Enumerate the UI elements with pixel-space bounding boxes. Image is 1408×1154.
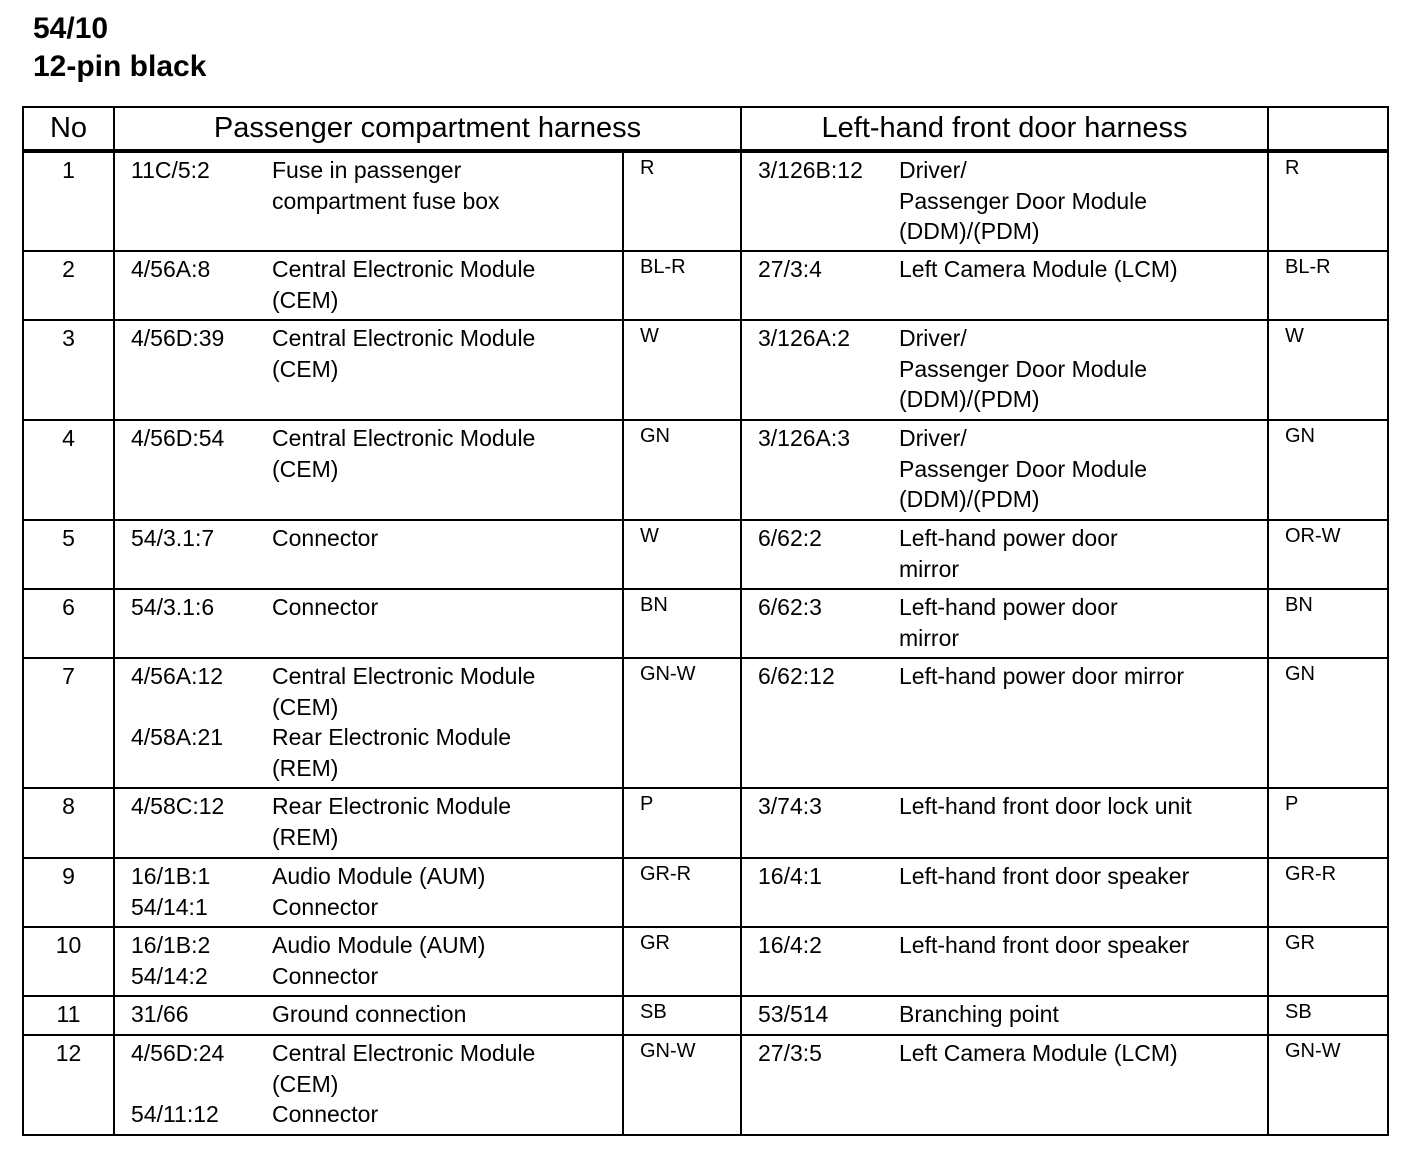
wire-color: GR — [623, 927, 741, 996]
connector-code: 27/3:5 — [758, 1040, 822, 1066]
component-description: Left-hand power door mirror — [899, 525, 1118, 582]
pin-number: 5 — [23, 520, 114, 589]
component-description: Left-hand power door mirror — [899, 594, 1118, 651]
passenger-harness-cell — [114, 788, 623, 858]
connector-code: 4/56D:24 — [131, 1040, 225, 1066]
pinout-table — [22, 106, 1389, 1136]
wire-color: W — [623, 320, 741, 420]
component-description: Connector — [272, 962, 379, 989]
door-harness-cell — [741, 420, 1268, 520]
door-harness-cell — [741, 589, 1268, 658]
connector-code: 4/56A:8 — [131, 256, 211, 282]
wire-color: SB — [623, 996, 741, 1035]
connector-code: 27/3:4 — [758, 256, 822, 282]
connector-code: 16/1B:1 — [131, 863, 211, 889]
wire-color: GR-R — [1268, 858, 1388, 927]
component-description: Audio Module (AUM) — [272, 932, 486, 958]
connector-code: 6/62:2 — [758, 525, 822, 551]
wire-color: GN-W — [623, 1035, 741, 1135]
connector-code: 54/14:2 — [131, 962, 208, 989]
connector-id: 54/10 — [33, 12, 109, 45]
door-harness-cell — [741, 927, 1268, 996]
component-description: Connector — [272, 525, 379, 551]
passenger-harness-cell — [114, 1035, 623, 1135]
component-description: Rear Electronic Module (REM) — [272, 793, 512, 850]
wire-color: BN — [623, 589, 741, 658]
connector-code: 16/4:2 — [758, 932, 822, 958]
component-description: Left-hand front door speaker — [899, 863, 1190, 889]
wire-color: P — [623, 788, 741, 858]
passenger-harness-cell — [114, 858, 623, 927]
connector-code: 16/1B:2 — [131, 932, 211, 958]
door-harness-cell — [741, 520, 1268, 589]
component-description: Driver/ Passenger Door Module (DDM)/(PDM) — [899, 157, 1148, 244]
passenger-harness-cell — [114, 520, 623, 589]
wire-color: BL-R — [1268, 251, 1388, 320]
component-description: Central Electronic Module (CEM) — [272, 1040, 536, 1097]
connector-code: 31/66 — [131, 1001, 189, 1027]
wire-color: P — [1268, 788, 1388, 858]
component-description: Fuse in passenger compartment fuse box — [272, 157, 500, 214]
passenger-harness-cell — [114, 151, 623, 251]
door-harness-cell — [741, 151, 1268, 251]
wire-color: GN-W — [1268, 1035, 1388, 1135]
pin-number: 11 — [23, 996, 114, 1035]
wire-color: OR-W — [1268, 520, 1388, 589]
component-description: Branching point — [899, 1001, 1059, 1027]
passenger-harness-cell — [114, 658, 623, 788]
component-description: Ground connection — [272, 1001, 467, 1027]
wire-color: GR-R — [623, 858, 741, 927]
component-description: Connector — [272, 893, 379, 920]
connector-code: 53/514 — [758, 1001, 829, 1027]
connector-code: 4/56D:39 — [131, 325, 225, 351]
wire-color: GN — [623, 420, 741, 520]
connector-code: 54/14:1 — [131, 893, 208, 920]
component-description: Central Electronic Module (CEM) — [272, 425, 536, 482]
connector-code: 54/3.1:7 — [131, 525, 215, 551]
door-harness-cell — [741, 1035, 1268, 1135]
connector-code: 4/58C:12 — [131, 793, 225, 819]
table-header-row — [23, 107, 1388, 151]
pin-number: 8 — [23, 788, 114, 858]
header-door-harness: Left-hand front door harness — [741, 107, 1268, 151]
connector-code: 3/126A:3 — [758, 425, 851, 451]
wire-color: SB — [1268, 996, 1388, 1035]
connector-code: 4/56D:54 — [131, 425, 225, 451]
connector-code: 3/126A:2 — [758, 325, 851, 351]
component-description: Central Electronic Module (CEM) — [272, 325, 536, 382]
door-harness-cell — [741, 996, 1268, 1035]
wire-color: BN — [1268, 589, 1388, 658]
component-description: Connector — [272, 1101, 379, 1127]
pin-number: 10 — [23, 927, 114, 996]
connector-code: 3/74:3 — [758, 793, 822, 819]
pin-row — [23, 788, 1388, 858]
component-description: Left-hand power door mirror — [899, 663, 1185, 689]
pin-number: 2 — [23, 251, 114, 320]
passenger-harness-cell — [114, 927, 623, 996]
connector-code: 4/58A:21 — [131, 724, 224, 750]
connector-description: 12-pin black — [33, 50, 207, 83]
pin-number: 1 — [23, 151, 114, 251]
pin-row — [23, 151, 1388, 251]
pin-row — [23, 658, 1388, 788]
wire-color: R — [1268, 151, 1388, 251]
component-description: Driver/ Passenger Door Module (DDM)/(PDM) — [899, 425, 1148, 512]
passenger-harness-cell — [114, 251, 623, 320]
component-description: Rear Electronic Module (REM) — [272, 724, 512, 781]
pin-number: 7 — [23, 658, 114, 788]
connector-code: 54/11:12 — [131, 1101, 219, 1127]
passenger-harness-cell — [114, 589, 623, 658]
wire-color: GN-W — [623, 658, 741, 788]
pin-row — [23, 858, 1388, 927]
pin-row — [23, 1035, 1388, 1135]
wire-color: W — [1268, 320, 1388, 420]
connector-code: 6/62:12 — [758, 663, 835, 689]
door-harness-cell — [741, 320, 1268, 420]
pin-row — [23, 420, 1388, 520]
pin-number: 12 — [23, 1035, 114, 1135]
pin-row — [23, 520, 1388, 589]
pin-number: 4 — [23, 420, 114, 520]
component-description: Audio Module (AUM) — [272, 863, 486, 889]
pin-row — [23, 589, 1388, 658]
connector-code: 3/126B:12 — [758, 157, 863, 183]
connector-code: 4/56A:12 — [131, 663, 224, 689]
component-description: Left Camera Module (LCM) — [899, 1040, 1178, 1066]
wire-color: GN — [1268, 658, 1388, 788]
component-description: Left-hand front door speaker — [899, 932, 1190, 958]
pin-row — [23, 996, 1388, 1035]
pin-row — [23, 251, 1388, 320]
connector-code: 6/62:3 — [758, 594, 822, 620]
wire-color: BL-R — [623, 251, 741, 320]
header-no: No — [23, 107, 114, 151]
header-empty — [1268, 107, 1388, 151]
door-harness-cell — [741, 658, 1268, 788]
wire-color: W — [623, 520, 741, 589]
wire-color: R — [623, 151, 741, 251]
component-description: Central Electronic Module (CEM) — [272, 256, 536, 313]
wire-color: GN — [1268, 420, 1388, 520]
component-description: Central Electronic Module (CEM) — [272, 663, 536, 720]
connector-code: 16/4:1 — [758, 863, 822, 889]
component-description: Connector — [272, 594, 379, 620]
wire-color: GR — [1268, 927, 1388, 996]
component-description: Driver/ Passenger Door Module (DDM)/(PDM) — [899, 325, 1148, 412]
connector-code: 11C/5:2 — [131, 157, 210, 183]
connector-code: 54/3.1:6 — [131, 594, 215, 620]
component-description: Left Camera Module (LCM) — [899, 256, 1178, 282]
pin-row — [23, 927, 1388, 996]
passenger-harness-cell — [114, 320, 623, 420]
door-harness-cell — [741, 858, 1268, 927]
pin-number: 9 — [23, 858, 114, 927]
pin-number: 3 — [23, 320, 114, 420]
passenger-harness-cell — [114, 420, 623, 520]
pin-number: 6 — [23, 589, 114, 658]
header-passenger-harness: Passenger compartment harness — [114, 107, 741, 151]
pin-row — [23, 320, 1388, 420]
door-harness-cell — [741, 251, 1268, 320]
passenger-harness-cell — [114, 996, 623, 1035]
door-harness-cell — [741, 788, 1268, 858]
component-description: Left-hand front door lock unit — [899, 793, 1192, 819]
